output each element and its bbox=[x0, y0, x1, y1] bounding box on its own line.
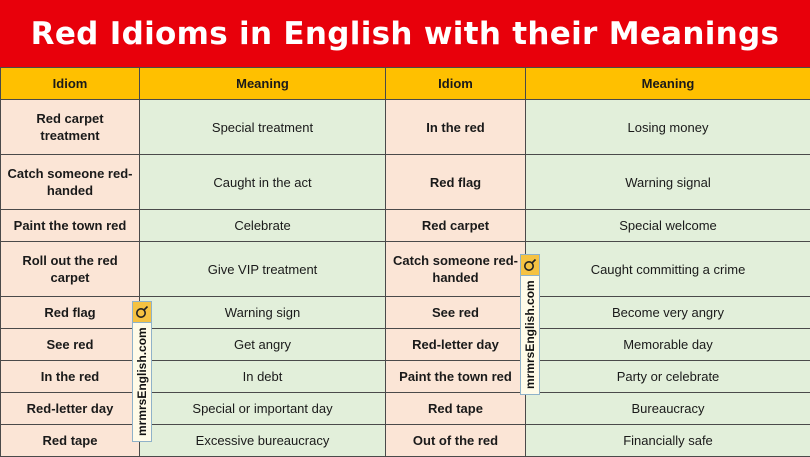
header-meaning-right: Meaning bbox=[526, 68, 810, 100]
watermark-left bbox=[132, 301, 152, 442]
title-banner bbox=[0, 0, 810, 67]
idiom-cell: See red bbox=[1, 329, 140, 361]
idiom-cell: Out of the red bbox=[386, 425, 526, 457]
idiom-cell: Red flag bbox=[386, 155, 526, 210]
idiom-cell: Catch someone red-handed bbox=[386, 242, 526, 297]
header-meaning-left: Meaning bbox=[140, 68, 386, 100]
meaning-cell: Bureaucracy bbox=[526, 393, 810, 425]
idiom-cell: In the red bbox=[386, 100, 526, 155]
idiom-cell: Red tape bbox=[1, 425, 140, 457]
watermark-text: mrmrsEnglish.com bbox=[521, 276, 539, 394]
idioms-table bbox=[0, 67, 810, 457]
idiom-cell: Red carpet treatment bbox=[1, 100, 140, 155]
meaning-cell: Give VIP treatment bbox=[140, 242, 386, 297]
idiom-cell: Catch someone red-handed bbox=[1, 155, 140, 210]
table-row bbox=[1, 297, 810, 329]
meaning-cell: Special or important day bbox=[140, 393, 386, 425]
meaning-cell: Special treatment bbox=[140, 100, 386, 155]
idiom-cell: Paint the town red bbox=[386, 361, 526, 393]
meaning-cell: Party or celebrate bbox=[526, 361, 810, 393]
header-idiom-left: Idiom bbox=[1, 68, 140, 100]
meaning-cell: Losing money bbox=[526, 100, 810, 155]
table-row bbox=[1, 155, 810, 210]
idiom-cell: Red tape bbox=[386, 393, 526, 425]
idiom-cell: Red-letter day bbox=[386, 329, 526, 361]
idiom-cell: Paint the town red bbox=[1, 210, 140, 242]
idiom-cell: See red bbox=[386, 297, 526, 329]
header-idiom-right: Idiom bbox=[386, 68, 526, 100]
table-row bbox=[1, 393, 810, 425]
logo-icon bbox=[521, 255, 539, 276]
watermark-right bbox=[520, 254, 540, 395]
meaning-cell: Celebrate bbox=[140, 210, 386, 242]
table-row bbox=[1, 242, 810, 297]
meaning-cell: Warning signal bbox=[526, 155, 810, 210]
meaning-cell: Excessive bureaucracy bbox=[140, 425, 386, 457]
table-row bbox=[1, 425, 810, 457]
idiom-cell: Red carpet bbox=[386, 210, 526, 242]
header-row bbox=[1, 68, 810, 100]
meaning-cell: Financially safe bbox=[526, 425, 810, 457]
meaning-cell: Caught committing a crime bbox=[526, 242, 810, 297]
meaning-cell: Become very angry bbox=[526, 297, 810, 329]
page-title: Red Idioms in English with their Meanings bbox=[31, 16, 780, 52]
idiom-cell: Roll out the red carpet bbox=[1, 242, 140, 297]
meaning-cell: Special welcome bbox=[526, 210, 810, 242]
table-row bbox=[1, 361, 810, 393]
table-row bbox=[1, 329, 810, 361]
idiom-cell: Red-letter day bbox=[1, 393, 140, 425]
table-row bbox=[1, 100, 810, 155]
watermark-text: mrmrsEnglish.com bbox=[133, 323, 151, 441]
idiom-cell: In the red bbox=[1, 361, 140, 393]
meaning-cell: Caught in the act bbox=[140, 155, 386, 210]
meaning-cell: Memorable day bbox=[526, 329, 810, 361]
meaning-cell: Warning sign bbox=[140, 297, 386, 329]
logo-icon bbox=[133, 302, 151, 323]
idiom-cell: Red flag bbox=[1, 297, 140, 329]
table-row bbox=[1, 210, 810, 242]
meaning-cell: Get angry bbox=[140, 329, 386, 361]
meaning-cell: In debt bbox=[140, 361, 386, 393]
